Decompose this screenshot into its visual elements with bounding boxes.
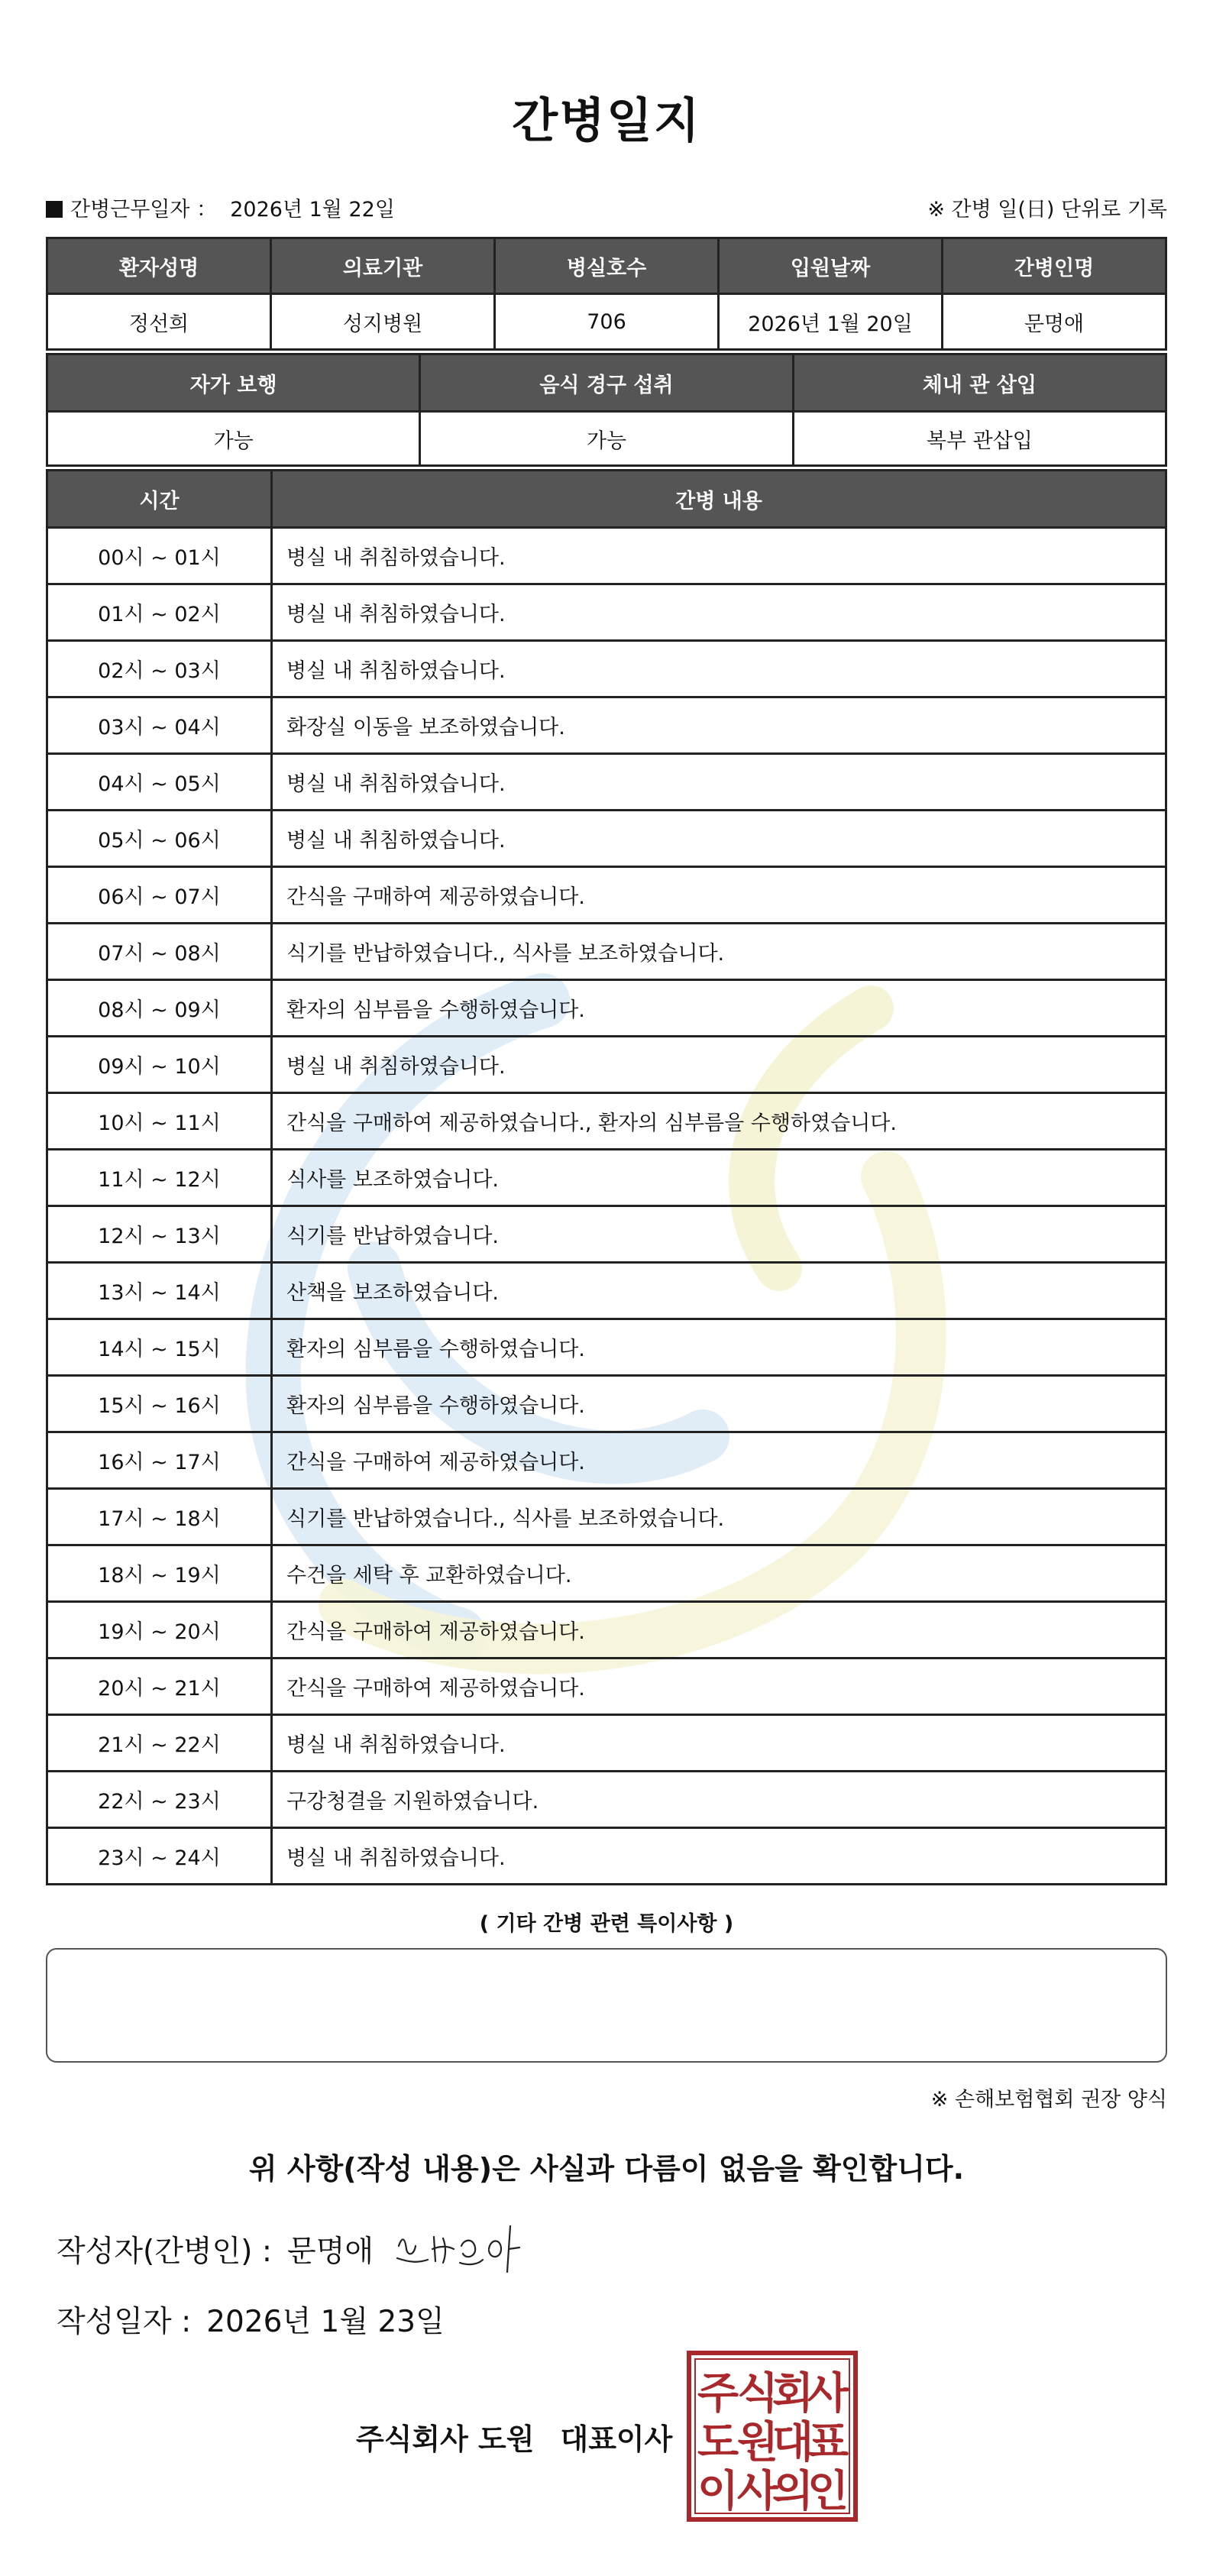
svg-text:회: 회 <box>771 2369 814 2419</box>
patient-status-table <box>46 353 1167 467</box>
log-time-cell: 00시 ~ 01시 <box>47 528 272 584</box>
special-notes-box <box>46 1948 1167 2063</box>
patient-info-table <box>46 237 1167 351</box>
square-bullet-icon <box>46 201 63 218</box>
header-room-number: 병실호수 <box>495 238 719 294</box>
handwritten-signature <box>388 2215 533 2277</box>
log-content-cell: 식사를 보조하였습니다. <box>272 1150 1166 1206</box>
svg-text:사: 사 <box>807 2369 849 2419</box>
tube-insertion-value: 복부 관삽입 <box>793 412 1166 466</box>
svg-text:식: 식 <box>736 2369 779 2419</box>
hourly-care-log-table <box>46 469 1167 1885</box>
record-unit-note: ※ 간병 일(日) 단위로 기록 <box>927 198 1167 222</box>
svg-text:표: 표 <box>807 2418 849 2468</box>
log-row <box>47 754 1166 811</box>
header-oral-intake: 음식 경구 섭취 <box>420 354 793 412</box>
log-content-cell: 간식을 구매하여 제공하였습니다., 환자의 심부름을 수행하였습니다. <box>272 1093 1166 1150</box>
care-date-label: 간병근무일자 ： <box>70 198 218 222</box>
header-admission-date: 입원날짜 <box>719 238 943 294</box>
log-row <box>47 1206 1166 1263</box>
writer-name: 문명애 <box>287 2235 374 2269</box>
log-header-row <box>47 471 1166 528</box>
svg-text:대: 대 <box>771 2418 814 2468</box>
caregiver-name-value: 문명애 <box>943 294 1166 350</box>
confirmation-statement: 위 사항(작성 내용)은 사실과 다름이 없음을 확인합니다. <box>248 2152 965 2186</box>
log-row <box>47 1715 1166 1772</box>
log-time-cell: 03시 ~ 04시 <box>47 697 272 754</box>
log-row <box>47 1602 1166 1659</box>
log-content-cell: 병실 내 취침하였습니다. <box>272 1828 1166 1885</box>
header-self-walking: 자가 보행 <box>47 354 420 412</box>
status-header-row <box>47 354 1166 412</box>
page-title: 간병일지 <box>512 92 701 148</box>
svg-text:인: 인 <box>807 2467 849 2516</box>
log-time-cell: 09시 ~ 10시 <box>47 1037 272 1093</box>
notes-title: ( 기타 간병 관련 특이사항 ) <box>479 1912 734 1936</box>
log-time-cell: 18시 ~ 19시 <box>47 1545 272 1602</box>
status-value-row <box>47 412 1166 466</box>
log-row <box>47 584 1166 641</box>
log-row <box>47 1432 1166 1489</box>
patient-info-header-row <box>47 238 1166 294</box>
log-row <box>47 1037 1166 1093</box>
log-time-cell: 17시 ~ 18시 <box>47 1489 272 1545</box>
log-row <box>47 1772 1166 1828</box>
log-time-cell: 19시 ~ 20시 <box>47 1602 272 1659</box>
log-content-cell: 병실 내 취침하였습니다. <box>272 811 1166 867</box>
log-time-cell: 07시 ~ 08시 <box>47 924 272 980</box>
representative-title: 대표이사 <box>560 2422 673 2456</box>
log-time-cell: 04시 ~ 05시 <box>47 754 272 811</box>
writer-line <box>57 2228 374 2270</box>
log-row <box>47 528 1166 584</box>
written-date-value: 2026년 1월 23일 <box>206 2305 445 2339</box>
log-time-cell: 14시 ~ 15시 <box>47 1319 272 1376</box>
log-content-cell: 식기를 반납하였습니다., 식사를 보조하였습니다. <box>272 1489 1166 1545</box>
log-time-cell: 12시 ~ 13시 <box>47 1206 272 1263</box>
header-patient-name: 환자성명 <box>47 238 271 294</box>
header-tube-insertion: 체내 관 삽입 <box>793 354 1166 412</box>
care-date-info <box>46 193 395 222</box>
log-content-cell: 병실 내 취침하였습니다. <box>272 584 1166 641</box>
log-row <box>47 1150 1166 1206</box>
log-row <box>47 1093 1166 1150</box>
log-row <box>47 1319 1166 1376</box>
log-rows <box>47 528 1166 1885</box>
log-time-cell: 20시 ~ 21시 <box>47 1659 272 1715</box>
log-row <box>47 1376 1166 1432</box>
room-number-value: 706 <box>495 294 719 350</box>
log-content-cell: 간식을 구매하여 제공하였습니다. <box>272 1659 1166 1715</box>
log-row <box>47 1545 1166 1602</box>
log-row <box>47 1828 1166 1885</box>
association-form-note: ※ 손해보험협회 권장 양식 <box>930 2088 1167 2112</box>
log-time-cell: 23시 ~ 24시 <box>47 1828 272 1885</box>
log-content-cell: 산책을 보조하였습니다. <box>272 1263 1166 1319</box>
log-content-cell: 병실 내 취침하였습니다. <box>272 1715 1166 1772</box>
svg-text:원: 원 <box>736 2418 779 2468</box>
patient-info-value-row <box>47 294 1166 350</box>
log-time-cell: 21시 ~ 22시 <box>47 1715 272 1772</box>
svg-text:이: 이 <box>697 2467 739 2516</box>
log-row <box>47 867 1166 924</box>
log-time-cell: 01시 ~ 02시 <box>47 584 272 641</box>
log-time-cell: 06시 ~ 07시 <box>47 867 272 924</box>
log-time-cell: 16시 ~ 17시 <box>47 1432 272 1489</box>
log-content-cell: 구강청결을 지원하였습니다. <box>272 1772 1166 1828</box>
log-content-cell: 간식을 구매하여 제공하였습니다. <box>272 1602 1166 1659</box>
header-hospital: 의료기관 <box>271 238 495 294</box>
log-row <box>47 1659 1166 1715</box>
log-row <box>47 641 1166 697</box>
log-content-cell: 환자의 심부름을 수행하였습니다. <box>272 1376 1166 1432</box>
log-row <box>47 924 1166 980</box>
log-content-cell: 환자의 심부름을 수행하였습니다. <box>272 980 1166 1037</box>
log-content-cell: 간식을 구매하여 제공하였습니다. <box>272 1432 1166 1489</box>
company-line <box>356 2416 672 2458</box>
log-time-cell: 08시 ~ 09시 <box>47 980 272 1037</box>
header-care-content: 간병 내용 <box>272 471 1166 528</box>
log-row <box>47 697 1166 754</box>
hospital-value: 성지병원 <box>271 294 495 350</box>
header-time: 시간 <box>47 471 272 528</box>
log-time-cell: 11시 ~ 12시 <box>47 1150 272 1206</box>
log-time-cell: 13시 ~ 14시 <box>47 1263 272 1319</box>
svg-text:주: 주 <box>697 2369 739 2419</box>
log-row <box>47 811 1166 867</box>
header-caregiver-name: 간병인명 <box>943 238 1166 294</box>
log-time-cell: 10시 ~ 11시 <box>47 1093 272 1150</box>
log-content-cell: 식기를 반납하였습니다., 식사를 보조하였습니다. <box>272 924 1166 980</box>
patient-name-value: 정선희 <box>47 294 271 350</box>
log-row <box>47 980 1166 1037</box>
log-content-cell: 간식을 구매하여 제공하였습니다. <box>272 867 1166 924</box>
log-row <box>47 1263 1166 1319</box>
writer-label: 작성자(간병인) : <box>57 2235 273 2269</box>
log-content-cell: 병실 내 취침하였습니다. <box>272 754 1166 811</box>
written-date-label: 작성일자 : <box>57 2305 192 2339</box>
written-date-line <box>57 2298 445 2341</box>
log-content-cell: 병실 내 취침하였습니다. <box>272 1037 1166 1093</box>
company-name: 주식회사 도원 <box>356 2422 535 2456</box>
self-walking-value: 가능 <box>47 412 420 466</box>
log-time-cell: 22시 ~ 23시 <box>47 1772 272 1828</box>
care-date-value: 2026년 1월 22일 <box>230 198 395 222</box>
log-content-cell: 수건을 세탁 후 교환하였습니다. <box>272 1545 1166 1602</box>
oral-intake-value: 가능 <box>420 412 793 466</box>
log-content-cell: 환자의 심부름을 수행하였습니다. <box>272 1319 1166 1376</box>
svg-text:의: 의 <box>771 2467 814 2516</box>
log-content-cell: 병실 내 취침하였습니다. <box>272 528 1166 584</box>
log-content-cell: 화장실 이동을 보조하였습니다. <box>272 697 1166 754</box>
log-row <box>47 1489 1166 1545</box>
log-content-cell: 식기를 반납하였습니다. <box>272 1206 1166 1263</box>
log-content-cell: 병실 내 취침하였습니다. <box>272 641 1166 697</box>
company-seal-stamp <box>686 2350 859 2523</box>
admission-date-value: 2026년 1월 20일 <box>719 294 943 350</box>
log-time-cell: 15시 ~ 16시 <box>47 1376 272 1432</box>
svg-text:도: 도 <box>697 2418 739 2468</box>
svg-text:사: 사 <box>736 2467 779 2516</box>
log-time-cell: 02시 ~ 03시 <box>47 641 272 697</box>
log-time-cell: 05시 ~ 06시 <box>47 811 272 867</box>
